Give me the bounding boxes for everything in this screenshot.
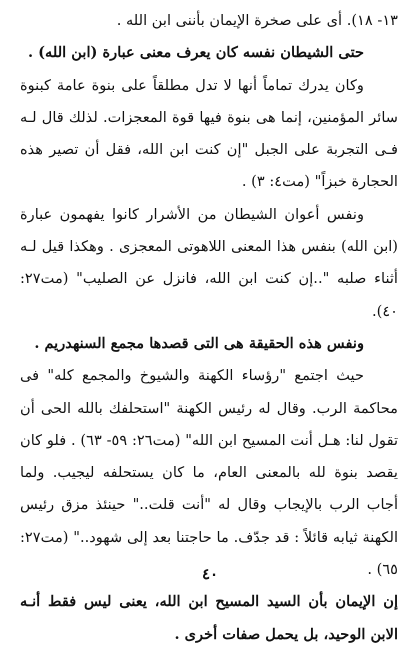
- paragraph-7-conclusion: إن الإيمان بأن السيد المسيح ابن الله، يعنى ليس فقط أنـه الابن الوحيد، بل يحمل صفات أخرى .: [20, 593, 398, 643]
- paragraph-4: ونفس أعوان الشيطان من الأشرار كانوا يفهمون عبارة (ابن الله) بنفس هذا المعنى اللاهوتى المعجزى . وهكذا قيل لـه أثناء صلبه "..إن كنت ابن الله، فانزل عن الصليب" (مت٢٧: ٤٠).: [20, 205, 398, 320]
- paragraph-6: حيث اجتمع "رؤساء الكهنة والشيوخ والمجمع كله" فى محاكمة الرب. وقال له رئيس الكهنة "استحلفك بالله الحى أن تقول لنا: هـل أنت المسيح ابن الله" (مت٢٦: ٥٩- ٦٣) . فلو كان يقصد بنوة لله بالمعنى العام، ما كان يستحلفه ليجيب. ولما أجاب الرب بالإيجاب وقال له "أنت قلت.." حينئذ مزق رئيس الكهنة ثيابه قائلاً : قد جدّف. ما حاجتنا بعد إلى شهود.." (مت٢٧: ٦٥) .: [20, 367, 399, 579]
- page-number: ٤٠: [201, 565, 219, 583]
- paragraph-2-heading: حتى الشيطان نفسه كان يعرف معنى عبارة (ابن الله) .: [27, 44, 364, 62]
- paragraph-1: ١٣- ١٨). أى على صخرة الإيمان بأننى ابن الله .: [116, 12, 398, 29]
- paragraph-5-heading: ونفس هذه الحقيقة هى التى قصدها مجمع السنهدريم .: [34, 334, 364, 352]
- paragraph-3: وكان يدرك تماماً أنها لا تدل مطلقاً على بنوة عامة كبنوة سائر المؤمنين، إنما هى بنوة فيها قوة المعجزات. لذلك قال لـه فـى التجربة على الجبل "إن كنت ابن الله، فقل أن تصير هذه الحجارة خبزاً" (مت٤: ٣) .: [20, 76, 398, 191]
